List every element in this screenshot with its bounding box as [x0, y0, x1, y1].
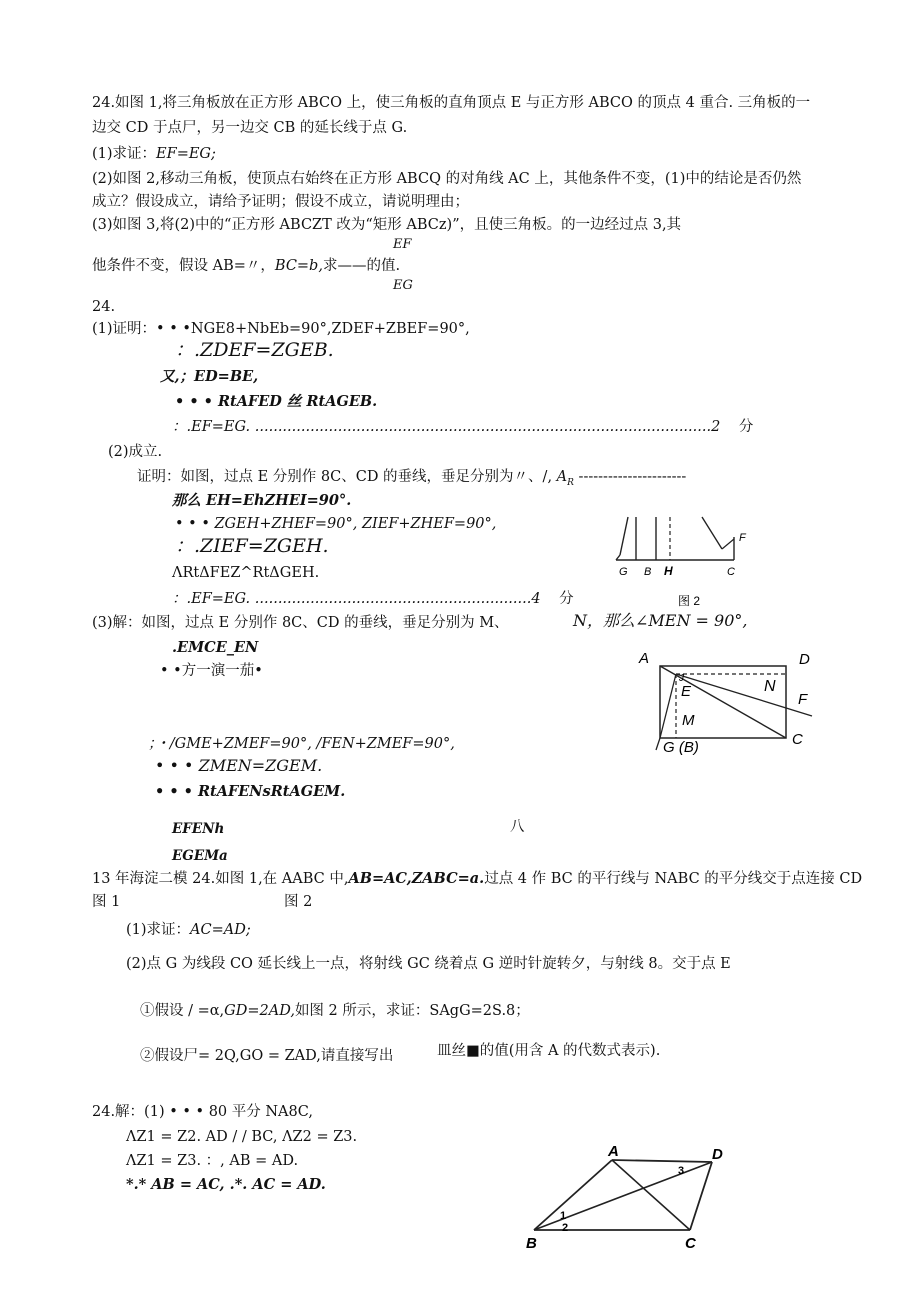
fig2-label-g: G [619, 566, 628, 578]
abcd-label-1: 1 [560, 1210, 567, 1222]
abcd-label-3: 3 [678, 1165, 685, 1177]
abcd-label-2: 2 [562, 1222, 569, 1234]
sol24b-line2: ΛZ1 = Z2. AD / / BC, ΛZ2 = Z3. [126, 1129, 358, 1145]
sol24-part3-right: N，那么∠MEN = 90°, [573, 611, 748, 630]
q24-part2-line2: 成立？假设成立，请给予证明；假设不成立，请说明理由； [92, 194, 469, 210]
fig3-label-n: N [764, 678, 776, 695]
fig3-label-j: J [679, 673, 684, 684]
sol24-line5-text: ：.EF=EG. ...................................................................................................2 [172, 419, 721, 435]
fig2-line-a2 [616, 555, 620, 560]
fig2-label-f: F [739, 532, 746, 544]
fig2-label-h: H [664, 564, 673, 578]
sol24-line5 [172, 418, 753, 436]
sol24-line11: ΛRtΔFEZ^RtΔGEH. [172, 565, 320, 581]
sol24b-line3: ΛZ1 = Z3. ：, AB = AD. [126, 1153, 299, 1169]
sol24-line15: • •方一演一茄• [160, 663, 263, 679]
sol24-line18: • • • RtAFENsRtAGEM. [155, 783, 346, 800]
q24b-fig1-caption: 图 1 [92, 894, 121, 910]
sol24-line17: • • • ZMEN=ZGEM. [155, 756, 323, 775]
fig2-label-b: B [644, 566, 652, 578]
q24b-part2-i-post: 如图 2 所示，求证：SAgG=2S.8； [294, 1003, 530, 1019]
q24b-line1 [92, 870, 862, 888]
q24b-part2-i-pre: ①假设 / =α, [140, 1003, 225, 1019]
fig3-ext [656, 738, 660, 750]
sol24b-head: 24.解：(1) • • • 80 平分 NA8C, [92, 1104, 313, 1120]
abcd-label-b: B [526, 1235, 537, 1252]
q24b-part2-ii: ②假设尸= 2Q,GO = ZAD,请直接写出 [140, 1048, 394, 1064]
sol24-part2-proof-dash: ---------------------- [578, 469, 687, 485]
fig3-label-c: C [792, 731, 803, 748]
sol24-line8: 那么 EH=EhZHEI=90°. [172, 492, 352, 509]
q24b-line1-pre: 13 年海淀二模 24.如图 1,在 AABC 中, [92, 871, 349, 887]
sol24-line9: • • • ZGEH+ZHEF=90°, ZIEF+ZHEF=90°, [175, 516, 497, 532]
q24b-fig2-caption: 图 2 [284, 894, 313, 910]
sol24-line1: (1)证明：• • •NGE8+NbEb=90°,ZDEF+ZBEF=90°, [92, 321, 470, 337]
sol24-part2-proof [137, 468, 686, 492]
sol24-head: 24. [92, 299, 116, 315]
sol24-part2-proof-tail: A [556, 469, 568, 485]
fig3-label-m: M [682, 712, 695, 729]
q24-part1-eq: EF=EG; [156, 146, 216, 162]
sol24-line12-text: ：.EF=EG. ............................................................4 [172, 591, 541, 607]
fig3-label-gb: G (B) [663, 739, 699, 756]
sol24-line3: 又,；ED=BE, [160, 368, 259, 385]
sol24-line14: .EMCE_EN [172, 639, 259, 656]
sol24-line4: • • • RtAFED 丝 RtAGEB. [175, 393, 378, 410]
abcd-line-ab [534, 1160, 612, 1230]
sol24-part2-head: (2)成立. [108, 444, 163, 460]
fig3-label-a: A [639, 650, 650, 667]
q24b-part1 [126, 921, 251, 939]
sol24-line12-score: 分 [559, 591, 574, 607]
sol24-line16: ；・/GME+ZMEF=90°, /FEN+ZMEF=90°, [148, 736, 455, 752]
sol24-line19-right: 八 [510, 819, 525, 835]
q24-part3-pre: 他条件不变，假设 AB=〃， [92, 258, 275, 274]
q24-intro-line1: 24.如图 1,将三角板放在正方形 ABCO 上，使三角板的直角顶点 E 与正方形 ABCO 的顶点 4 重合. 三角板的一 [92, 95, 811, 111]
q24-intro-line2: 边交 CD 于点尸，另一边交 CB 的延长线于点 G. [92, 120, 408, 136]
q24b-part2-i-eq: GD=2AD, [224, 1003, 295, 1019]
q24-part3-post: 求——的值. [322, 258, 401, 274]
sol24-line5-score: 分 [738, 419, 754, 435]
fig2-label-c: C [727, 566, 735, 578]
fig2-caption: 图 2 [678, 594, 701, 608]
fig2-line-e [722, 539, 734, 549]
q24b-part1-label: (1)求证： [126, 922, 191, 938]
abcd-label-a: A [608, 1143, 619, 1160]
sol24-part3-line1: (3)解：如图，过点 E 分别作 8C、CD 的垂线，垂足分别为 M、 [92, 615, 509, 631]
sol24-part2-proof-text: 证明：如图，过点 E 分别作 8C、CD 的垂线，垂足分别为〃、/, [137, 469, 553, 485]
fig3-line-eg [660, 674, 676, 738]
q24b-line1-post: 过点 4 作 BC 的平行线与 NABC 的平分线交于点连接 CD [484, 871, 863, 887]
q24-part1 [92, 145, 216, 163]
fig3-label-e: E [681, 683, 692, 700]
fig2-line-a [620, 517, 628, 555]
sol24-part2-proof-sub: R [567, 477, 574, 488]
q24-part3-line1: (3)如图 3,将(2)中的“正方形 ABCZT 改为“矩形 ABCz)”，且使三角板。的一边经过点 3,其 [92, 217, 682, 233]
q24-part2-line1: (2)如图 2,移动三角板，使顶点右始终在正方形 ABCQ 的对角线 AC 上，其他条件不变，(1)中的结论是否仍然 [92, 171, 802, 187]
q24b-part2: (2)点 G 为线段 CO 延长线上一点，将射线 GC 绕着点 G 逆时针旋转夕，与射线 8。交于点 E [126, 956, 731, 972]
sol24b-line4: *.* AB = AC, .*. AC = AD. [126, 1176, 326, 1193]
q24b-line1-eq: AB=AC,ZABC=a. [348, 870, 485, 887]
q24b-part2-i [140, 1002, 530, 1020]
fraction-numerator: EF [393, 237, 412, 252]
figure-3-diagram [634, 646, 824, 756]
q24-part3-eq: BC=b, [274, 258, 323, 274]
sol24-line19: EFENh [172, 821, 225, 837]
abcd-line-dc [690, 1162, 712, 1230]
q24b-part1-eq: AC=AD; [190, 922, 251, 938]
figure-abcd-diagram [520, 1140, 740, 1260]
fig3-label-d: D [799, 651, 810, 668]
abcd-label-c: C [685, 1235, 696, 1252]
sol24-line12 [172, 590, 574, 608]
sol24-line20: EGEMa [172, 848, 228, 864]
fig3-line-ef [676, 674, 812, 716]
fig3-label-f: F [798, 691, 808, 708]
abcd-line-ad [612, 1160, 712, 1162]
q24b-part2-ii-right: 皿丝■的值(用含 A 的代数式表示). [437, 1043, 661, 1059]
q24-part3-line2 [92, 257, 400, 275]
figure-2-diagram [610, 515, 760, 610]
abcd-label-d: D [712, 1146, 723, 1163]
sol24-line2: ：.ZDEF=ZGEB. [175, 339, 334, 361]
sol24-line10: ：.ZIEF=ZGEH. [175, 535, 329, 557]
fraction-denominator: EG [393, 278, 413, 293]
q24-part1-label: (1)求证： [92, 146, 157, 162]
fig2-line-d [702, 517, 722, 549]
